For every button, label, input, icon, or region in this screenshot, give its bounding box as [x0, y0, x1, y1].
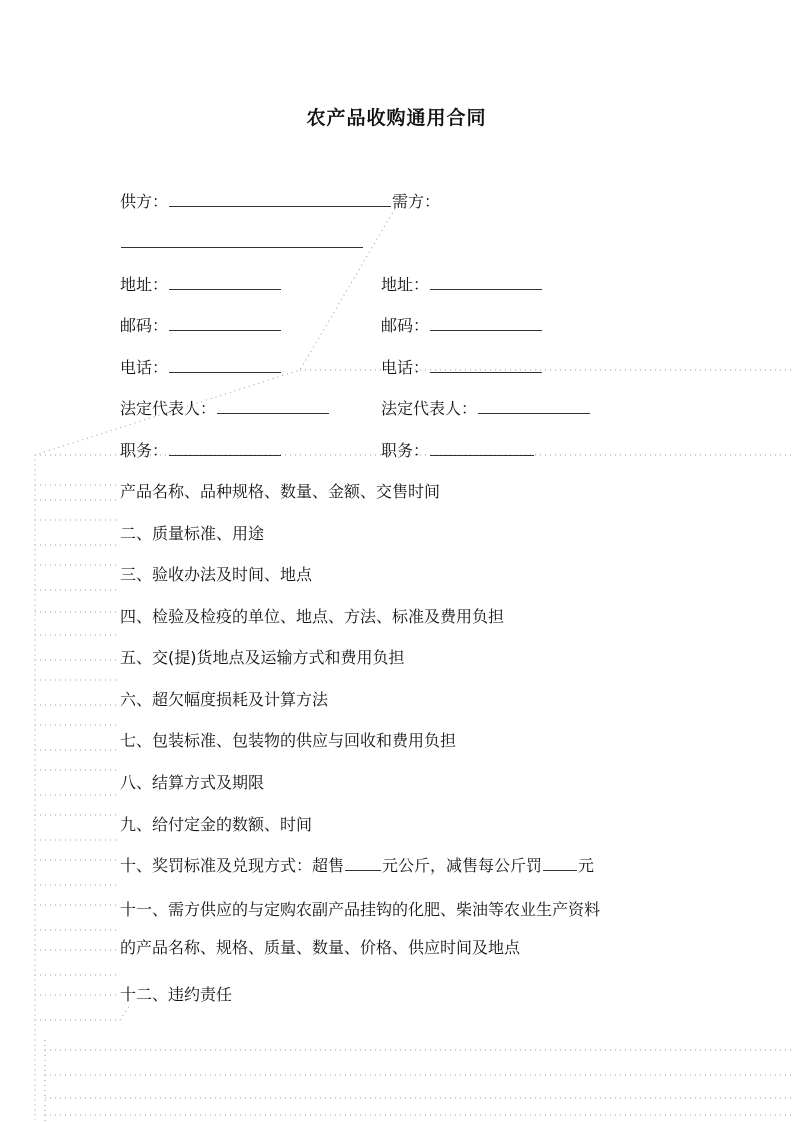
supplier-postcode-row	[120, 315, 282, 337]
supplier-position-row	[120, 440, 282, 462]
clause-12: 十二、违约责任	[120, 985, 233, 1004]
supplier-address-row	[120, 274, 282, 296]
buyer-label: 需方：	[392, 192, 441, 211]
clause-5: 五、交(提)货地点及运输方式和费用负担	[120, 648, 405, 667]
buyer-position-blank[interactable]	[430, 441, 534, 456]
supplier-label: 供方：	[120, 192, 169, 211]
clause-11-line-2: 的产品名称、规格、质量、数量、价格、供应时间及地点	[120, 938, 521, 957]
buyer-phone-blank[interactable]	[430, 358, 542, 373]
buyer-legal-rep-row	[381, 398, 591, 420]
buyer-legal-rep-label: 法定代表人：	[381, 399, 478, 418]
buyer-postcode-row	[381, 315, 543, 337]
clause-8: 八、结算方式及期限	[120, 773, 265, 792]
buyer-row	[120, 232, 364, 254]
undersale-penalty-blank[interactable]	[543, 856, 577, 871]
supplier-phone-blank[interactable]	[169, 358, 281, 373]
clause-4: 四、检验及检疫的单位、地点、方法、标准及费用负担	[120, 607, 505, 626]
clause-10-part-b: 元公斤，减售每公斤罚	[382, 856, 543, 875]
clause-10	[120, 855, 594, 877]
clause-1: 产品名称、品种规格、数量、金额、交售时间	[120, 482, 441, 501]
supplier-legal-rep-row	[120, 398, 330, 420]
supplier-row	[120, 191, 440, 213]
supplier-legal-rep-blank[interactable]	[217, 399, 329, 414]
clause-7: 七、包装标准、包装物的供应与回收和费用负担	[120, 731, 457, 750]
supplier-position-blank[interactable]	[169, 441, 281, 456]
buyer-blank[interactable]	[121, 233, 363, 248]
supplier-phone-row	[120, 357, 282, 379]
clause-6: 六、超欠幅度损耗及计算方法	[120, 690, 329, 709]
document-title: 农产品收购通用合同	[306, 107, 487, 129]
buyer-phone-row	[381, 357, 543, 379]
buyer-address-blank[interactable]	[430, 275, 542, 290]
clause-2: 二、质量标准、用途	[120, 524, 265, 543]
buyer-position-row	[381, 440, 535, 462]
buyer-phone-label: 电话：	[381, 358, 430, 377]
clause-10-part-c: 元	[578, 856, 595, 875]
supplier-address-label: 地址：	[120, 275, 169, 294]
buyer-postcode-blank[interactable]	[430, 316, 542, 331]
supplier-position-label: 职务：	[120, 441, 169, 460]
supplier-address-blank[interactable]	[169, 275, 281, 290]
supplier-postcode-blank[interactable]	[169, 316, 281, 331]
clause-10-part-a: 十、奖罚标准及兑现方式：超售	[120, 856, 345, 875]
buyer-position-label: 职务：	[381, 441, 430, 460]
clause-11-line-1: 十一、需方供应的与定购农副产品挂钩的化肥、柴油等农业生产资料	[120, 900, 601, 919]
clause-9: 九、给付定金的数额、时间	[120, 815, 313, 834]
buyer-legal-rep-blank[interactable]	[478, 399, 590, 414]
oversale-reward-blank[interactable]	[345, 856, 381, 871]
buyer-address-row	[381, 274, 543, 296]
supplier-legal-rep-label: 法定代表人：	[120, 399, 217, 418]
clause-3: 三、验收办法及时间、地点	[120, 565, 313, 584]
supplier-phone-label: 电话：	[120, 358, 169, 377]
buyer-postcode-label: 邮码：	[381, 316, 430, 335]
supplier-blank[interactable]	[169, 192, 391, 207]
supplier-postcode-label: 邮码：	[120, 316, 169, 335]
buyer-address-label: 地址：	[381, 275, 430, 294]
